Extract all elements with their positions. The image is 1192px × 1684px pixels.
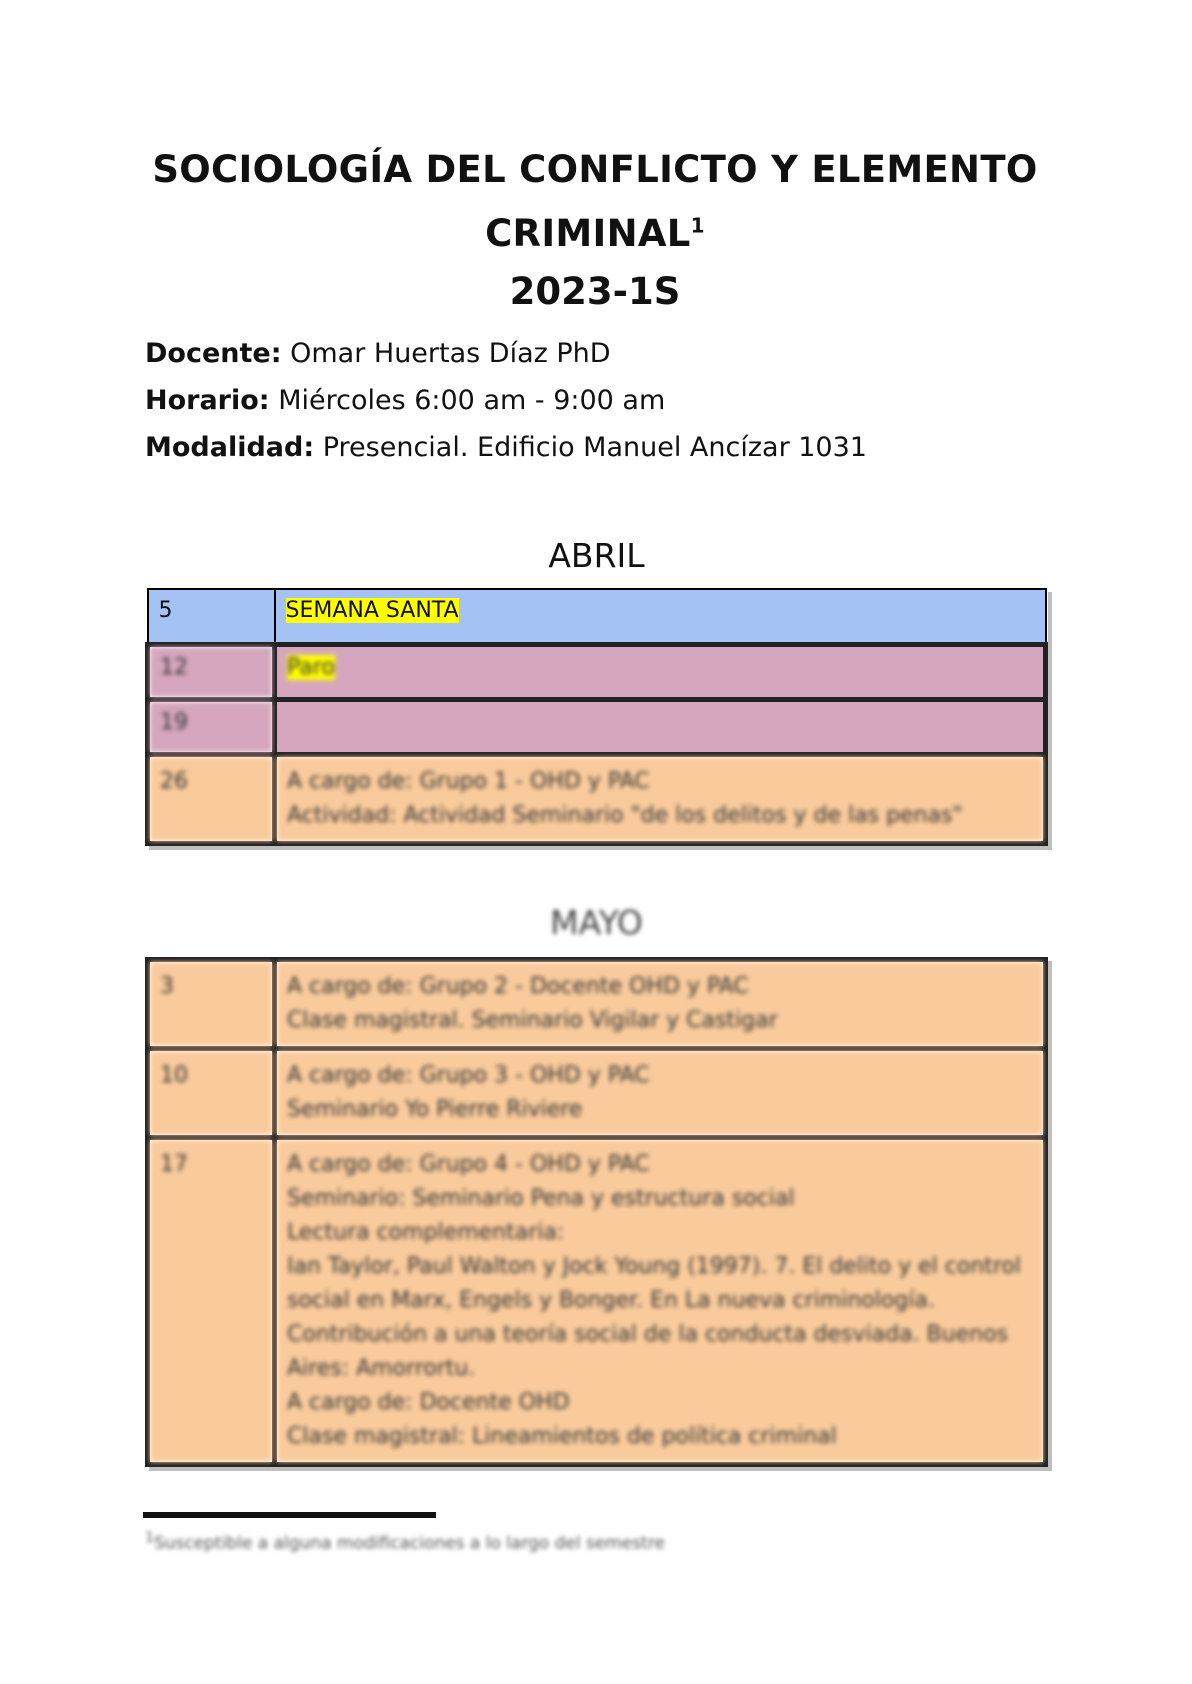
month-heading-abril: ABRIL <box>548 536 645 575</box>
month-heading-mayo: MAYO <box>550 903 643 942</box>
docente-line: Docente: Omar Huertas Díaz PhD <box>145 338 611 369</box>
term-label: 2023-1S <box>509 270 681 313</box>
date-cell: 12 <box>148 645 275 700</box>
modalidad-line: Modalidad: Presencial. Edificio Manuel Ancízar 1031 <box>145 432 867 463</box>
footnote-reference[interactable]: 1 <box>690 213 705 238</box>
activity-cell: A cargo de: Grupo 3 - OHD y PAC Seminario Yo Pierre Riviere <box>275 1049 1046 1138</box>
table-row <box>148 1138 1046 1465</box>
footnote: $^1$Susceptible a alguna modificaciones a lo largo del semestre <box>145 1530 665 1554</box>
horario-line: Horario: Miércoles 6:00 am - 9:00 am <box>145 385 666 416</box>
table-row <box>148 1049 1046 1138</box>
table-row <box>148 589 1046 645</box>
highlighted-text: SEMANA SANTA <box>285 598 459 623</box>
date-cell: 5 <box>148 589 275 645</box>
document-title: SOCIOLOGÍA DEL CONFLICTO Y ELEMENTO CRIMINAL$^1$ <box>152 148 1038 255</box>
activity-cell: A cargo de: Grupo 4 - OHD y PAC Seminario: Seminario Pena y estructura social Lectura complementaria: Ian Taylor, Paul Walton y Jock Young (1997). 7. El delito y el control social en Marx, Engels y Bonger. En La nueva criminología. Contribución a una teoría social de la conducta desviada. Buenos Aires: Amorrortu. A cargo de: Docente OHD Clase magistral: Lineamientos de política criminal <box>275 1138 1046 1465</box>
table-row <box>148 960 1046 1049</box>
footnote-separator <box>143 1512 436 1518</box>
activity-cell <box>275 700 1046 755</box>
activity-cell <box>275 589 1046 645</box>
date-cell: 26 <box>148 755 275 844</box>
date-cell: 19 <box>148 700 275 755</box>
date-cell: 3 <box>148 960 275 1049</box>
schedule-table-abril <box>145 588 1048 846</box>
schedule-table-mayo <box>145 957 1048 1467</box>
table-row <box>148 645 1046 700</box>
table-row <box>148 755 1046 844</box>
activity-cell: A cargo de: Grupo 1 - OHD y PAC Actividad: Actividad Seminario "de los delitos y de las penas" <box>275 755 1046 844</box>
activity-cell: A cargo de: Grupo 2 - Docente OHD y PAC Clase magistral. Seminario Vigilar y Castigar <box>275 960 1046 1049</box>
activity-cell <box>275 645 1046 700</box>
table-row <box>148 700 1046 755</box>
date-cell: 10 <box>148 1049 275 1138</box>
course-meta <box>145 330 867 471</box>
highlighted-text: Paro <box>287 655 335 680</box>
date-cell: 17 <box>148 1138 275 1465</box>
